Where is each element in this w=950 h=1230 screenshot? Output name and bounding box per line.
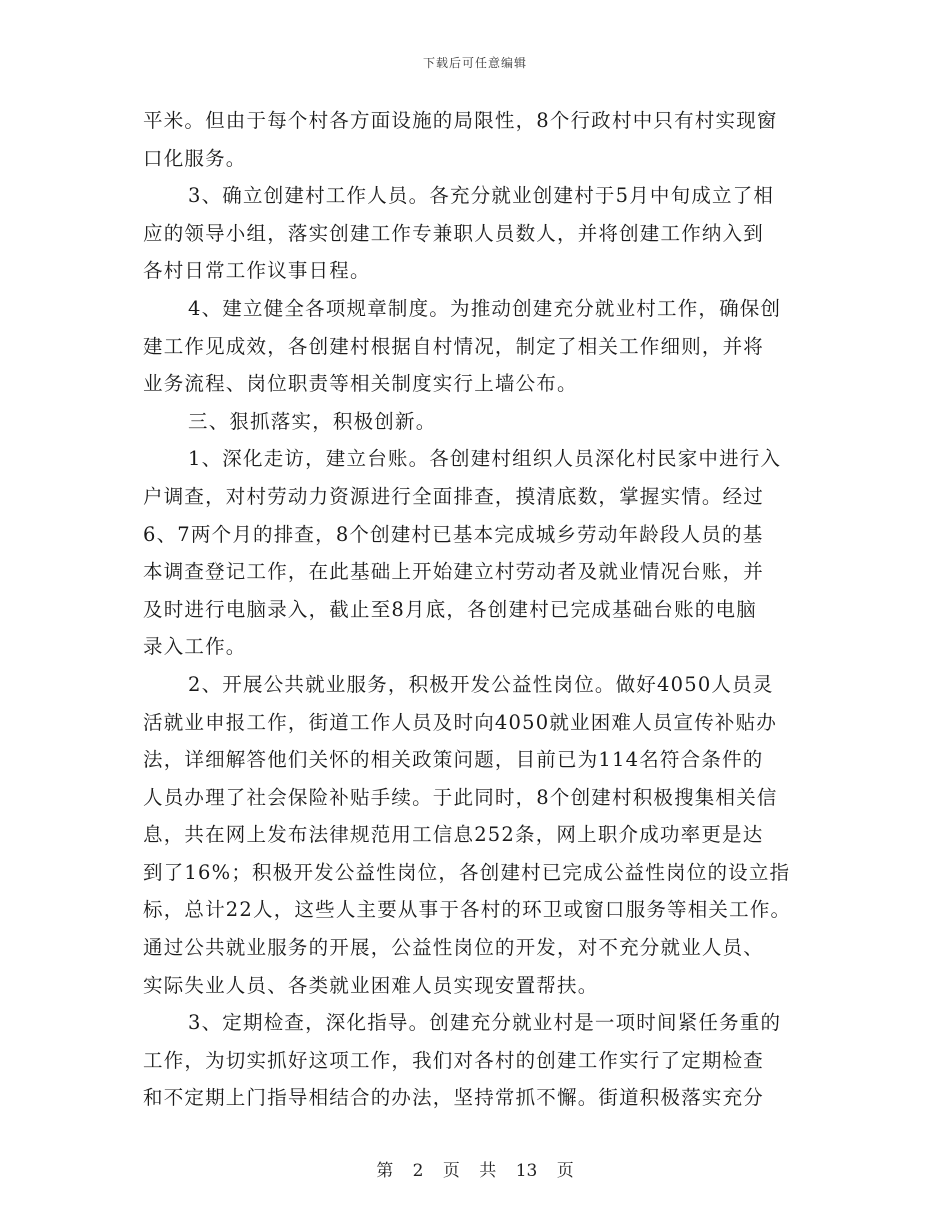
- text-line: 6、7两个月的排查，8个创建村已基本完成城乡劳动年龄段人员的基: [143, 522, 764, 546]
- text-line: 应的领导小组，落实创建工作专兼职人员数人，并将创建工作纳入到: [143, 221, 765, 245]
- text-line: 到了16%；积极开发公益性岗位，各创建村已完成公益性岗位的设立指: [143, 860, 791, 884]
- page-mid: 页: [442, 1161, 460, 1181]
- text-line: 3、确立创建村工作人员。各充分就业创建村于5月中旬成立了相: [188, 184, 775, 208]
- text-line: 平米。但由于每个村各方面设施的局限性，8个行政村中只有村实现窗: [143, 109, 778, 132]
- text-line: 息，共在网上发布法律规范用工信息252条，网上职介成功率更是达: [143, 823, 764, 847]
- page-current-number: 2: [412, 1161, 424, 1181]
- text-line: 3、定期检查，深化指导。创建充分就业村是一项时间紧任务重的: [188, 1011, 782, 1035]
- page-total-number: 13: [515, 1161, 538, 1181]
- text-line: 工作，为切实抓好这项工作，我们对各村的创建工作实行了定期检查: [143, 1048, 765, 1072]
- text-line: 标，总计22人，这些人主要从事于各村的环卫或窗口服务等相关工作。: [143, 898, 792, 922]
- page-prefix: 第: [376, 1161, 394, 1181]
- document-body: [143, 102, 813, 1117]
- text-line: 及时进行电脑录入，截止至8月底，各创建村已完成基础台账的电脑: [143, 597, 757, 621]
- text-line: 建工作见成效，各创建村根据自村情况，制定了相关工作细则，并将: [143, 334, 765, 358]
- text-line: 户调查，对村劳动力资源进行全面排查，摸清底数，掌握实情。经过: [143, 484, 765, 508]
- text-line: 活就业申报工作，街道工作人员及时向4050就业困难人员宣传补贴办: [143, 710, 778, 734]
- text-line: 实际失业人员、各类就业困难人员实现安置帮扶。: [143, 973, 599, 997]
- text-line: 通过公共就业服务的开展，公益性岗位的开发，对不充分就业人员、: [143, 936, 765, 960]
- text-line: 和不定期上门指导相结合的办法，坚持常抓不懈。街道积极落实充分: [143, 1086, 765, 1110]
- page-total-prefix: 共: [479, 1161, 497, 1181]
- text-line: 录入工作。: [143, 635, 247, 659]
- text-line: 人员办理了社会保险补贴手续。于此同时，8个创建村积极搜集相关信: [143, 785, 778, 809]
- text-line: 本调查登记工作，在此基础上开始建立村劳动者及就业情况台账，并: [143, 560, 765, 584]
- text-line: 4、建立健全各项规章制度。为推动创建充分就业村工作，确保创: [188, 296, 782, 320]
- text-line: 三、狠抓落实，积极创新。: [188, 409, 437, 433]
- page-header-note: 下载后可任意编辑: [422, 56, 527, 70]
- text-line: 2、开展公共就业服务，积极开发公益性岗位。做好4050人员灵: [188, 672, 774, 696]
- text-line: 各村日常工作议事日程。: [143, 259, 371, 283]
- text-line: 业务流程、岗位职责等相关制度实行上墙公布。: [143, 372, 578, 396]
- text-line: 口化服务。: [143, 146, 247, 170]
- text-line: 法，详细解答他们关怀的相关政策问题，目前已为114名符合条件的: [143, 748, 764, 772]
- text-line: 1、深化走访，建立台账。各创建村组织人员深化村民家中进行入: [188, 447, 782, 471]
- page-footer: [0, 1156, 950, 1181]
- page-suffix: 页: [556, 1161, 574, 1181]
